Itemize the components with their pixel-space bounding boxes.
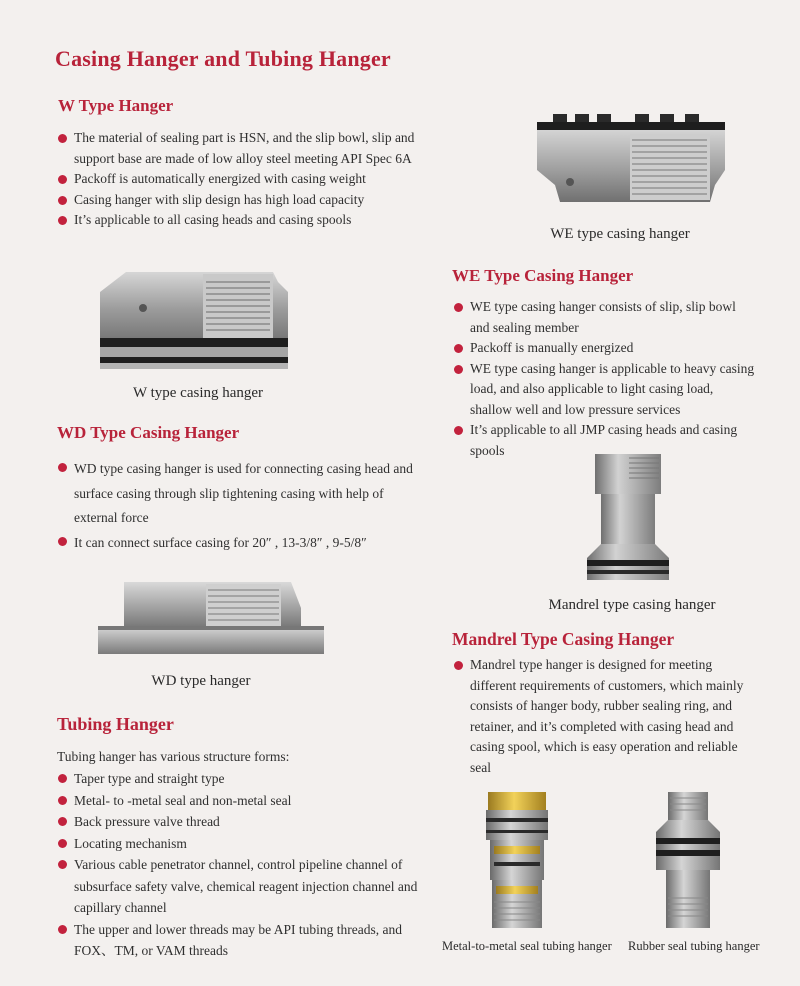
w-type-hanger-image [98, 268, 298, 378]
w-type-bullet-3: Casing hanger with slip design has high load capacity [56, 190, 426, 211]
we-type-bullet-1: WE type casing hanger consists of slip, slip bowl and sealing member [452, 297, 757, 338]
page-title: Casing Hanger and Tubing Hanger [55, 46, 391, 71]
we-type-image-caption: WE type casing hanger [550, 226, 690, 242]
rubber-seal-tubing-hanger-image [652, 790, 724, 935]
rubber-seal-caption: Rubber seal tubing hanger [628, 939, 760, 953]
tubing-bullet-6: The upper and lower threads may be API tubing threads, and FOX、TM, or VAM threads [56, 919, 418, 962]
mandrel-type-bullets [452, 655, 757, 778]
w-type-bullet-1: The material of sealing part is HSN, and the slip bowl, slip and support base are made of low alloy steel meeting API Spec 6A [56, 128, 426, 169]
tubing-bullet-1: Taper type and straight type [56, 768, 418, 790]
tubing-bullet-3: Back pressure valve thread [56, 811, 418, 833]
we-type-bullet-3: WE type casing hanger is applicable to heavy casing load, and also applicable to light casing load, shallow well and low pressure services [452, 359, 757, 421]
wd-type-bullet-1: WD type casing hanger is used for connecting casing head and surface casing through slip tightening casing with help of external force [56, 457, 416, 531]
tubing-title: Tubing Hanger [57, 714, 174, 734]
wd-type-title: WD Type Casing Hanger [57, 423, 240, 442]
w-type-caption: W type casing hanger [132, 385, 264, 401]
wd-type-bullets [56, 457, 416, 555]
we-type-bullet-4: It’s applicable to all JMP casing heads and casing spools [452, 420, 757, 461]
w-type-bullet-4: It’s applicable to all casing heads and casing spools [56, 210, 426, 231]
w-type-bullet-2: Packoff is automatically energized with casing weight [56, 169, 426, 190]
mandrel-image-caption: Mandrel type casing hanger [548, 597, 716, 613]
tubing-bullet-4: Locating mechanism [56, 833, 418, 855]
wd-type-bullet-2: It can connect surface casing for 20″ , 13-3/8″ , 9-5/8″ [56, 531, 416, 556]
we-type-title: WE Type Casing Hanger [452, 266, 634, 285]
metal-seal-tubing-hanger-image [478, 790, 558, 940]
tubing-bullet-5: Various cable penetrator channel, control pipeline channel of subsurface safety valve, chemical reagent injection channel and capillary channel [56, 854, 418, 919]
we-type-hanger-image [535, 110, 735, 215]
we-type-bullet-2: Packoff is manually energized [452, 338, 757, 359]
w-type-bullets [56, 128, 426, 231]
tubing-bullet-2: Metal- to -metal seal and non-metal seal [56, 790, 418, 812]
tubing-intro: Tubing hanger has various structure forms: [57, 749, 290, 764]
mandrel-type-title: Mandrel Type Casing Hanger [452, 629, 675, 649]
metal-seal-caption: Metal-to-metal seal tubing hanger [442, 939, 612, 953]
we-type-bullets [452, 297, 757, 461]
mandrel-type-bullet-1: Mandrel type hanger is designed for meeting different requirements of customers, which mainly consists of hanger body, rubber sealing ring, and retainer, and it’s completed with casing head and casing spool, which is easy operation and reliable seal [452, 655, 757, 778]
mandrel-type-hanger-image [585, 452, 675, 587]
w-type-title: W Type Hanger [58, 96, 174, 115]
wd-type-caption: WD type hanger [151, 673, 251, 689]
wd-type-hanger-image [96, 578, 326, 658]
tubing-bullets [56, 768, 418, 962]
